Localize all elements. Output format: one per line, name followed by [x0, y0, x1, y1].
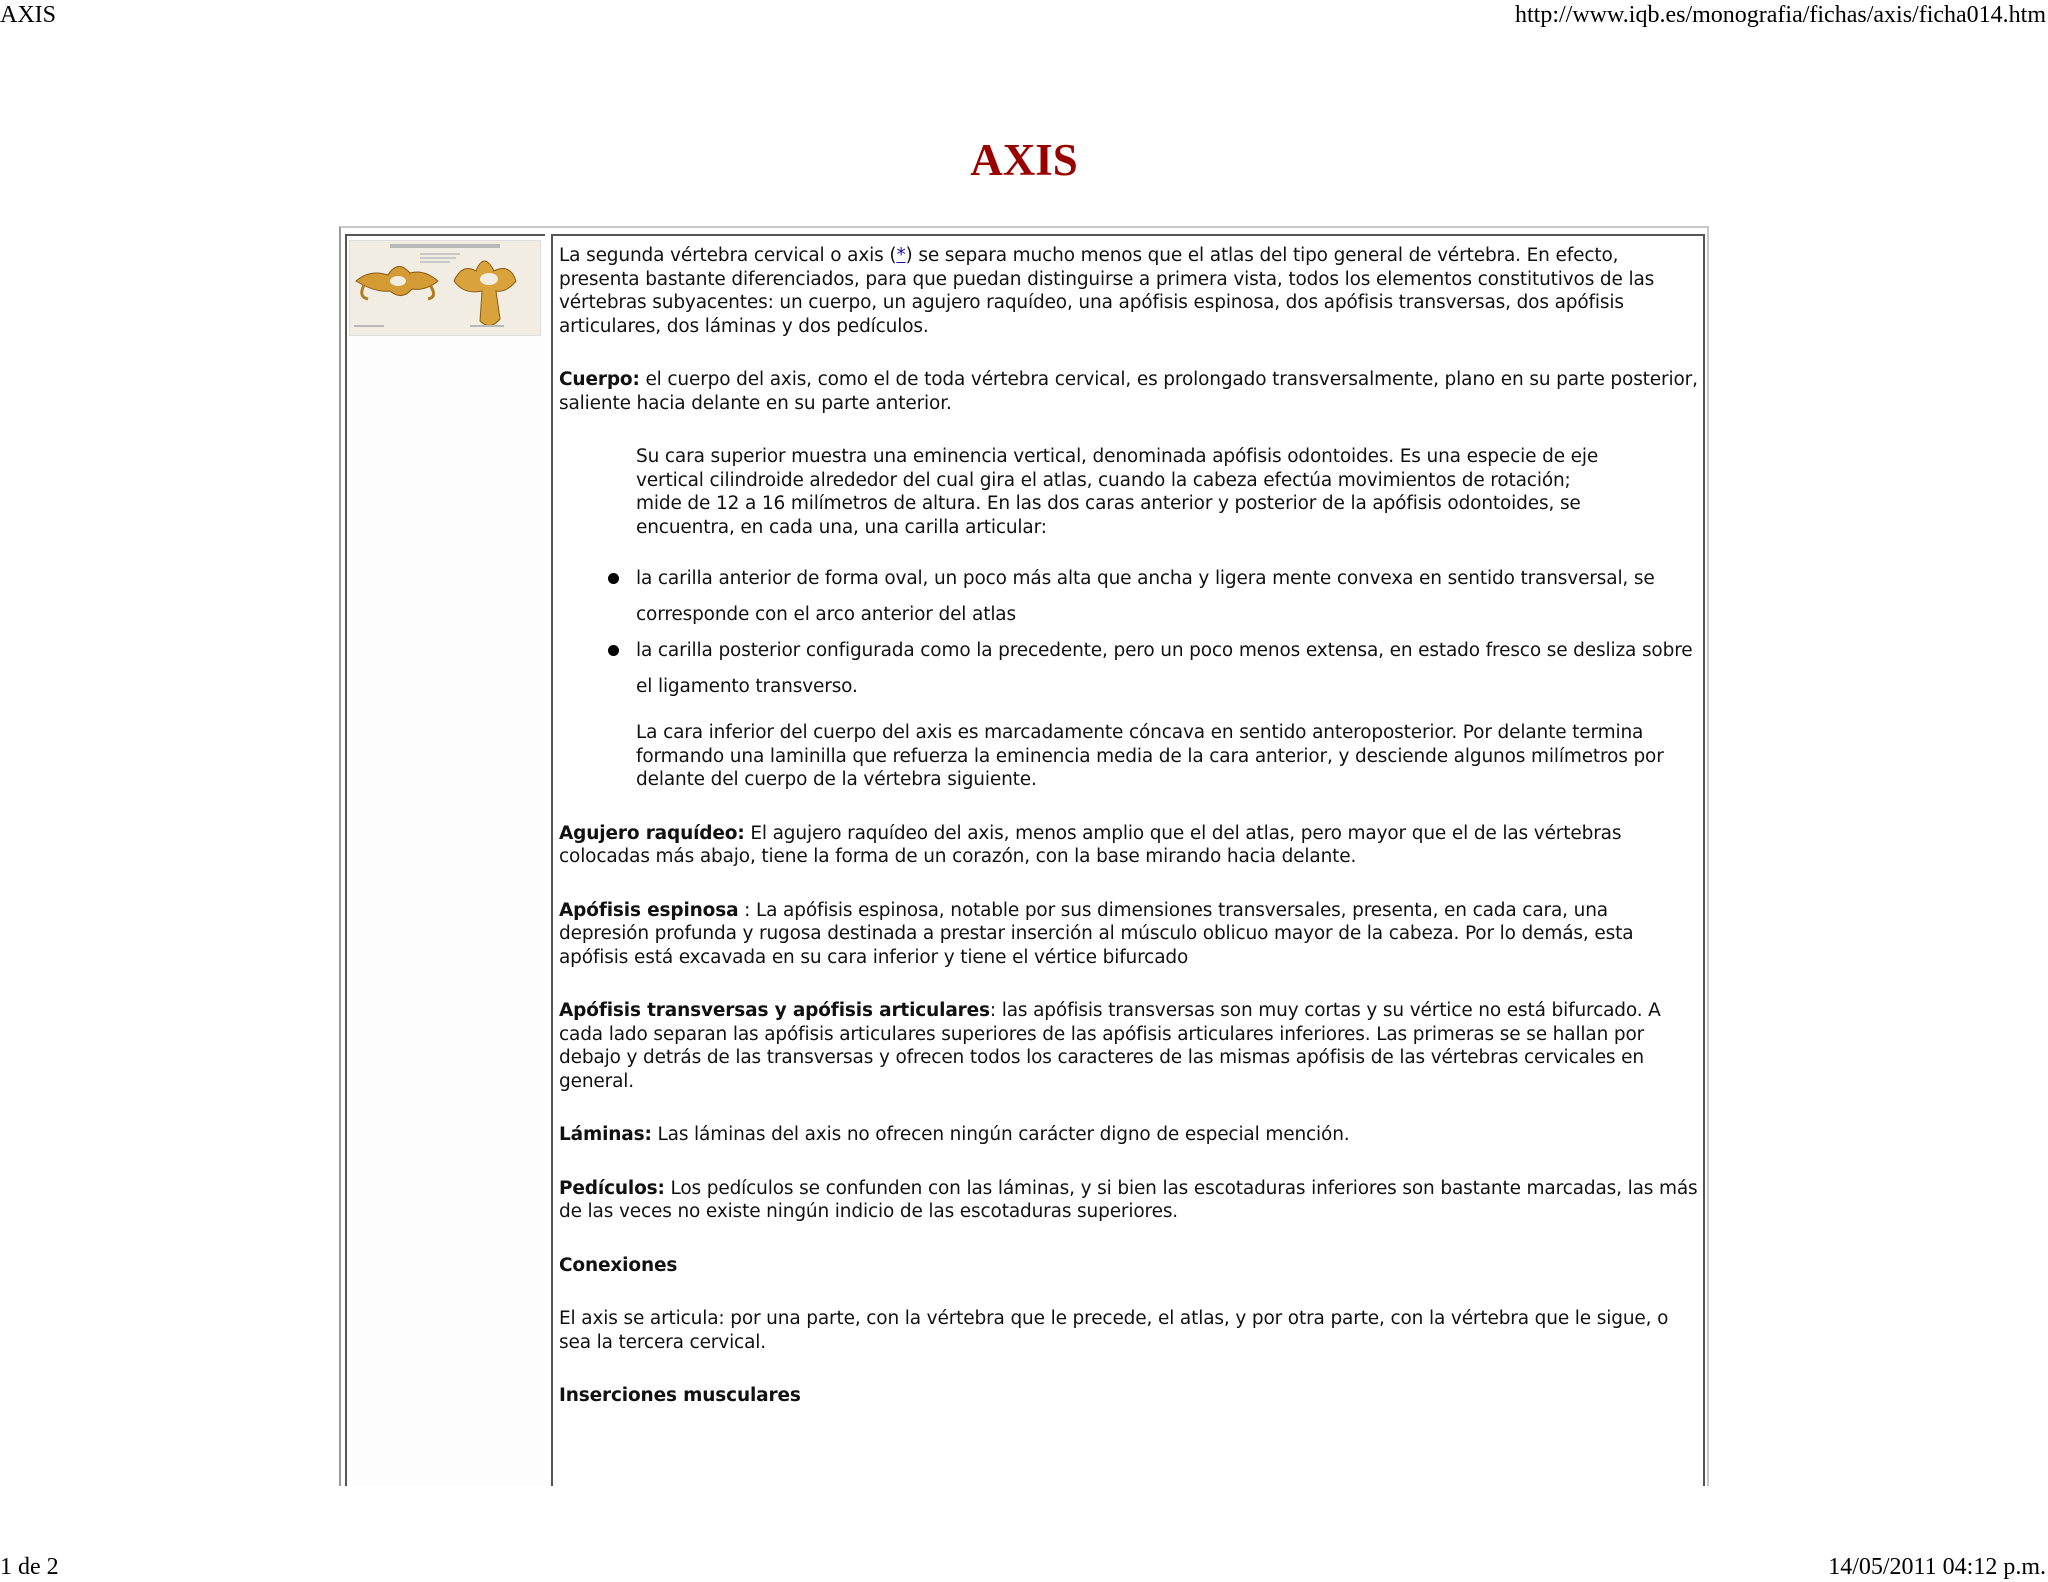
vertebra-thumbnail-image[interactable] [349, 240, 541, 336]
pediculos-text: Los pedículos se confunden con las láminas, y si bien las escotaduras inferiores son bastante marcadas, las más de las veces no existe ningún indicio de las escotaduras superiores. [559, 1177, 1698, 1222]
espinosa-paragraph [559, 899, 1699, 970]
laminas-paragraph [559, 1123, 1699, 1147]
intro-text-end: ) se separa mucho menos que el atlas del tipo general de vértebra. En efecto, presenta bastante diferenciados, para que puedan distinguirse a primera vista, todos los elementos constitutivos de las vértebras subyacentes: un cuerpo, un agujero raquídeo, una apófisis espinosa, dos apófisis transversas, dos apófisis articulares, dos láminas y dos pedículos. [559, 245, 1655, 337]
espinosa-text: : La apófisis espinosa, notable por sus dimensiones transversales, presenta, en cada cara, una depresión profunda y rugosa destinada a prestar inserción al músculo oblicuo mayor de la cabeza. Por lo demás, esta apófisis está excavada en su cara inferior y tiene el vértice bifurcado [559, 899, 1634, 968]
intro-text-start: La segunda vértebra cervical o axis ( [559, 245, 897, 266]
page-title: AXIS [970, 135, 1078, 185]
cara-superior-paragraph: Su cara superior muestra una eminencia vertical, denominada apófisis odontoides. Es una especie de eje vertical cilindroide alrededor del cual gira el atlas, cuando la cabeza efectúa movimientos de rotación; mide de 12 a 16 milímetros de altura. En las dos caras anterior y posterior de la apófisis odontoides, se encuentra, en cada una, una carilla articular: [636, 446, 1599, 538]
transversas-label: Apófisis transversas y apófisis articulares [559, 1000, 990, 1021]
print-footer-date: 14/05/2011 04:12 p.m. [1828, 1554, 2046, 1580]
list-item: la carilla anterior de forma oval, un poco más alta que ancha y ligera mente convexa en sentido transversal, se corresponde con el arco anterior del atlas [559, 561, 1699, 633]
laminas-text: Las láminas del axis no ofrecen ningún carácter digno de especial mención. [651, 1124, 1350, 1145]
list-item: la carilla posterior configurada como la precedente, pero un poco menos extensa, en estado fresco se desliza sobre el ligamento transverso. [559, 633, 1699, 705]
conexiones-paragraph: El axis se articula: por una parte, con la vértebra que le precede, el atlas, y por otra parte, con la vértebra que le sigue, o sea la tercera cervical. [559, 1308, 1669, 1353]
pediculos-paragraph [559, 1177, 1699, 1224]
transversas-text: : las apófisis transversas son muy cortas y su vértice no está bifurcado. A cada lado separan las apófisis articulares superiores de las apófisis articulares inferiores. Las primeras se se hallan por debajo y detrás de las transversas y ofrecen todos los caracteres de las mismas apófisis de las vértebras cervicales en general. [559, 1000, 1661, 1092]
inserciones-heading: Inserciones musculares [559, 1385, 801, 1406]
transversas-paragraph [559, 999, 1699, 1093]
cuerpo-text: el cuerpo del axis, como el de toda vértebra cervical, es prolongado transversalmente, plano en su parte posterior, saliente hacia delante en su parte anterior. [559, 369, 1698, 414]
footnote-link[interactable]: * [896, 245, 906, 266]
conexiones-heading: Conexiones [559, 1254, 678, 1276]
espinosa-label: Apófisis espinosa [559, 899, 739, 921]
agujero-label: Agujero raquídeo: [559, 822, 745, 844]
vertebra-illustration [350, 241, 540, 335]
article-cell [551, 234, 1705, 1486]
agujero-text: El agujero raquídeo del axis, menos amplio que el del atlas, pero mayor que el de las vértebras colocadas más abajo, tiene la forma de un corazón, con la base mirando hacia delante. [559, 822, 1622, 867]
cara-inferior-paragraph: La cara inferior del cuerpo del axis es marcadamente cóncava en sentido anteroposterior. Por delante termina formando una laminilla que refuerza la eminencia media de la cara anterior, y desciende algunos milímetros por delante del cuerpo de la vértebra siguiente. [636, 722, 1664, 790]
laminas-label: Láminas: [559, 1124, 652, 1145]
sidebar-cell [345, 234, 545, 1486]
intro-paragraph [559, 244, 1699, 338]
agujero-paragraph [559, 822, 1699, 869]
print-header-url: http://www.iqb.es/monografia/fichas/axis/ficha014.htm [1515, 2, 2046, 28]
cuerpo-paragraph [559, 368, 1699, 415]
print-footer-page: 1 de 2 [0, 1554, 59, 1580]
article-body [559, 244, 1699, 1438]
carillas-list [559, 561, 1699, 705]
content-table [339, 226, 1709, 1486]
print-header-title: AXIS [0, 2, 57, 28]
cuerpo-label: Cuerpo: [559, 369, 640, 390]
pediculos-label: Pedículos: [559, 1177, 665, 1199]
